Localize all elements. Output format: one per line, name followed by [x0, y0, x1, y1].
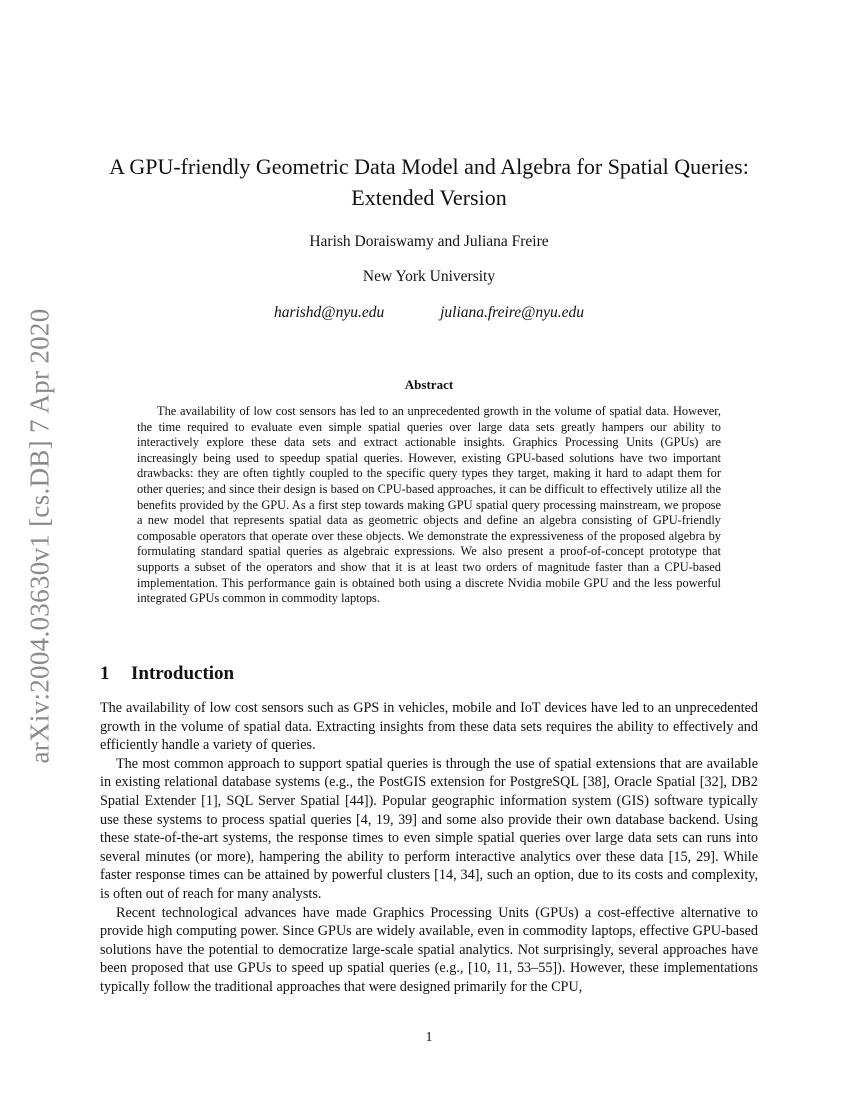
author-email-2: juliana.freire@nyu.edu: [440, 304, 585, 321]
paper-authors: Harish Doraiswamy and Juliana Freire: [309, 233, 549, 250]
intro-paragraph: The availability of low cost sensors such as GPS in vehicles, mobile and IoT devices have led to an unprecedented growth in the volume of spatial data. Extracting insights from these data sets requires the ability to effectively and efficiently handle a variety of queries.: [100, 700, 758, 754]
section-title: Introduction: [131, 663, 235, 684]
author-emails: [100, 304, 758, 322]
abstract-body: The availability of low cost sensors has led to an unprecedented growth in the volume of spatial data. However, the time required to evaluate even simple spatial queries over large data sets greatly hampers our ability to interactively explore these data sets and extract actionable insights. Graphics Processing Units (GPUs) are increasingly being used to speedup spatial queries. However, existing GPU-based solutions have two important drawbacks: they are often tightly coupled to the specific query types they target, making it hard to adapt them for other queries; and since their design is based on CPU-based approaches, it can be difficult to effectively utilize all the benefits provided by the GPU. As a first step towards making GPU spatial query processing mainstream, we propose a new model that represents spatial data as geometric objects and define an algebra consisting of GPU-friendly composable operators that operate over these objects. We demonstrate the expressiveness of the proposed algebra by formulating standard spatial queries as algebraic expressions. We also present a proof-of-concept prototype that supports a subset of the operators and show that it is at least two orders of magnitude faster than a CPU-based implementation. This performance gain is obtained both using a discrete Nvidia mobile GPU and the less powerful integrated GPUs common in commodity laptops.: [137, 404, 721, 606]
section-number: 1: [100, 663, 110, 684]
paper-affiliation: New York University: [362, 268, 496, 285]
intro-paragraph: The most common approach to support spatial queries is through the use of spatial extensions that are available in existing relational database systems (e.g., the PostGIS extension for PostgreSQL [38], Oracle Spatial [32], DB2 Spatial Extender [1], SQL Server Spatial [44]). Popular geographic information system (GIS) software typically use these systems to process spatial queries [4, 19, 39] and some also provide their own database backend. Using these state-of-the-art systems, the response times to even simple spatial queries over large data sets can runs into several minutes (or more), hampering the ability to perform interactive analytics over these data [15, 29]. While faster response times can be attained by powerful clusters [14, 34], such an option, due to its costs and complexity, is often out of reach for many analysts.: [100, 755, 758, 902]
author-email-1: harishd@nyu.edu: [273, 304, 385, 321]
arxiv-identifier-text: arXiv:2004.03630v1 [cs.DB] 7 Apr 2020: [24, 308, 55, 764]
abstract-heading: Abstract: [404, 377, 454, 392]
section-heading: [100, 663, 758, 685]
introduction-body: [100, 699, 758, 997]
intro-paragraph: Recent technological advances have made Graphics Processing Units (GPUs) a cost-effective alternative to provide high computing power. Since GPUs are widely available, even in commodity laptops, effective GPU-based solutions have the potential to democratize large-scale spatial analytics. Not surprisingly, several approaches have been proposed that use GPUs to speed up spatial queries (e.g., [10, 11, 53–55]). However, these implementations typically follow the traditional approaches that were designed primarily for the CPU,: [100, 904, 758, 995]
paper-title: A GPU-friendly Geometric Data Model and Algebra for Spatial Queries: Extended Version: [109, 154, 749, 210]
page-number: 1: [425, 1030, 433, 1045]
arxiv-identifier-stamp: [0, 0, 70, 1100]
